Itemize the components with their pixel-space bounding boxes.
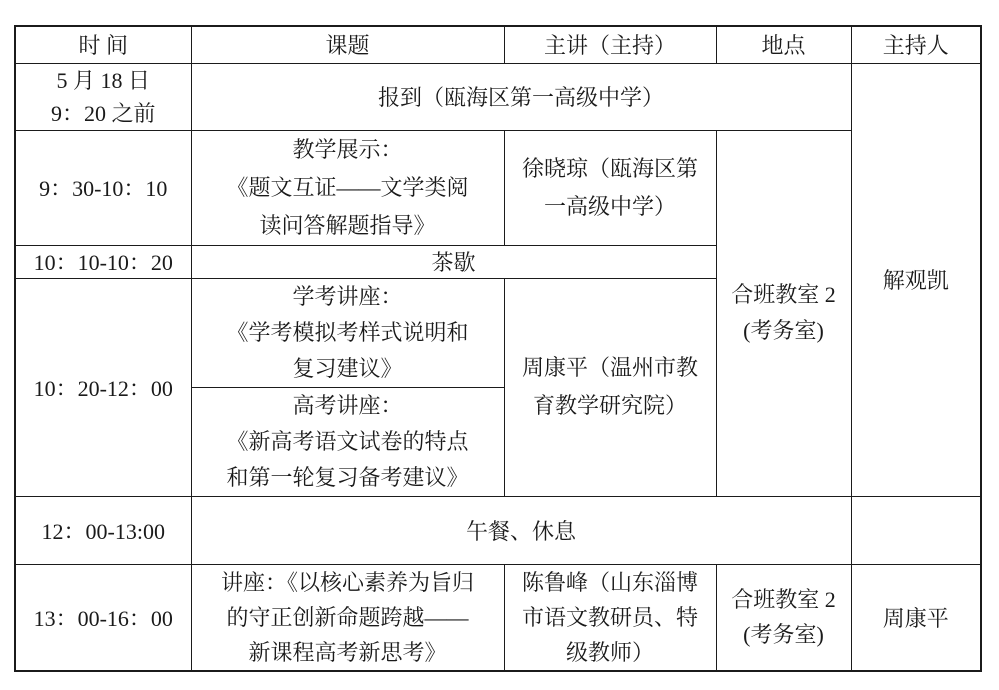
cell-topic-teaching-demo: 教学展示： 《题文互证——文学类阅 读问答解题指导》 [191,130,504,245]
cell-topic-gaokao: 高考讲座： 《新高考语文试卷的特点 和第一轮复习备考建议》 [191,387,504,496]
row-afternoon-lecture [15,564,981,671]
row-registration [15,63,981,130]
cell-topic-xuekao: 学考讲座： 《学考模拟考样式说明和 复习建议》 [191,278,504,387]
header-speaker: 主讲（主持） [504,26,716,63]
schedule-table [14,25,982,672]
registration-date: 5 月 18 日 [56,67,150,93]
cell-lunch-content: 午餐、休息 [191,496,851,564]
cell-time-tea-break: 10：10-10：20 [15,245,191,278]
cell-tea-break-content: 茶歇 [191,245,716,278]
cell-registration-content: 报到（瓯海区第一高级中学） [191,63,851,130]
cell-speaker-afternoon: 陈鲁峰（山东淄博 市语文教研员、特 级教师） [504,564,716,671]
header-location: 地点 [716,26,851,63]
cell-time-registration [15,63,191,130]
registration-deadline: 9：20 之前 [50,100,156,126]
cell-speaker-teaching-demo: 徐晓琼（瓯海区第 一高级中学） [504,130,716,245]
row-teaching-demo [15,130,981,245]
cell-host-afternoon: 周康平 [851,564,981,671]
header-host: 主持人 [851,26,981,63]
cell-topic-afternoon: 讲座：《以核心素养为旨归 的守正创新命题跨越—— 新课程高考新思考》 [191,564,504,671]
cell-speaker-lectures: 周康平（温州市教 育教学研究院） [504,278,716,496]
header-row [15,26,981,63]
cell-time-teaching-demo: 9：30-10：10 [15,130,191,245]
cell-location-main: 合班教室 2 (考务室) [716,130,851,496]
row-lunch [15,496,981,564]
cell-location-afternoon: 合班教室 2 (考务室) [716,564,851,671]
header-time: 时 间 [15,26,191,63]
header-topic: 课题 [191,26,504,63]
cell-time-lectures: 10：20-12：00 [15,278,191,496]
cell-time-afternoon: 13：00-16：00 [15,564,191,671]
cell-time-lunch: 12：00-13:00 [15,496,191,564]
cell-host-main: 解观凯 [851,63,981,496]
cell-host-lunch-empty [851,496,981,564]
